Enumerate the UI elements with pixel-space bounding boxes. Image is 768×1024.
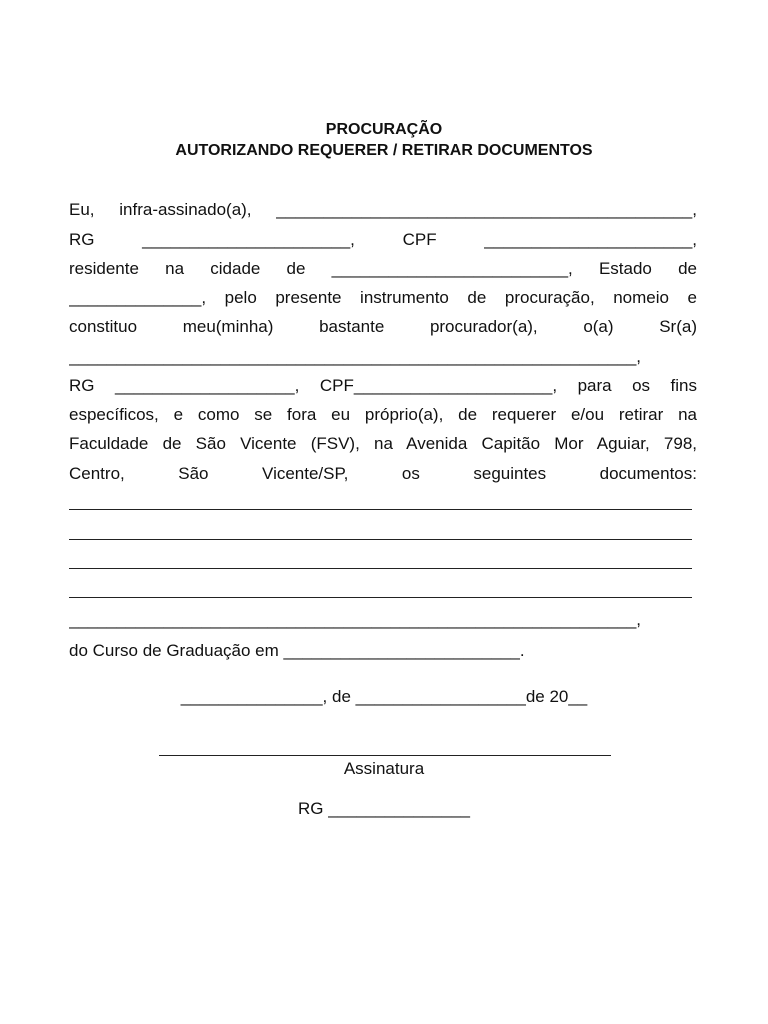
body-line-5: constituo meu(minha) bastante procurador(a), o(a) Sr(a) [69, 317, 697, 336]
body-line-7: RG ___________________, CPF_____________________, para os fins [69, 376, 697, 395]
body-line-4: ______________, pelo presente instrumento de procuração, nomeio e [69, 288, 697, 307]
blank-line-2 [69, 539, 692, 540]
body-line-6: ____________________________________________________________, [69, 347, 641, 366]
body-line-1: Eu, infra-assinado(a), ____________________________________________, [69, 200, 697, 219]
date-line: _______________, de __________________de 20__ [180, 687, 588, 706]
signature-label: Assinatura [343, 759, 425, 778]
document-subtitle: AUTORIZANDO REQUERER / RETIRAR DOCUMENTOS [175, 142, 593, 159]
body-line-16: do Curso de Graduação em _________________________. [69, 641, 525, 660]
body-line-10: Centro, São Vicente/SP, os seguintes documentos: [69, 464, 697, 483]
body-line-15: ____________________________________________________________, [69, 610, 641, 629]
rg-line: RG _______________ [297, 799, 471, 818]
blank-line-4 [69, 597, 692, 598]
blank-line-3 [69, 568, 692, 569]
signature-line [159, 755, 611, 756]
body-line-9: Faculdade de São Vicente (FSV), na Avenida Capitão Mor Aguiar, 798, [69, 434, 697, 453]
body-line-8: específicos, e como se fora eu próprio(a), de requerer e/ou retirar na [69, 405, 697, 424]
body-line-3: residente na cidade de _________________________, Estado de [69, 259, 697, 278]
blank-line-1 [69, 509, 692, 510]
body-line-2: RG ______________________, CPF ______________________, [69, 230, 697, 249]
document-title: PROCURAÇÃO [325, 121, 443, 138]
